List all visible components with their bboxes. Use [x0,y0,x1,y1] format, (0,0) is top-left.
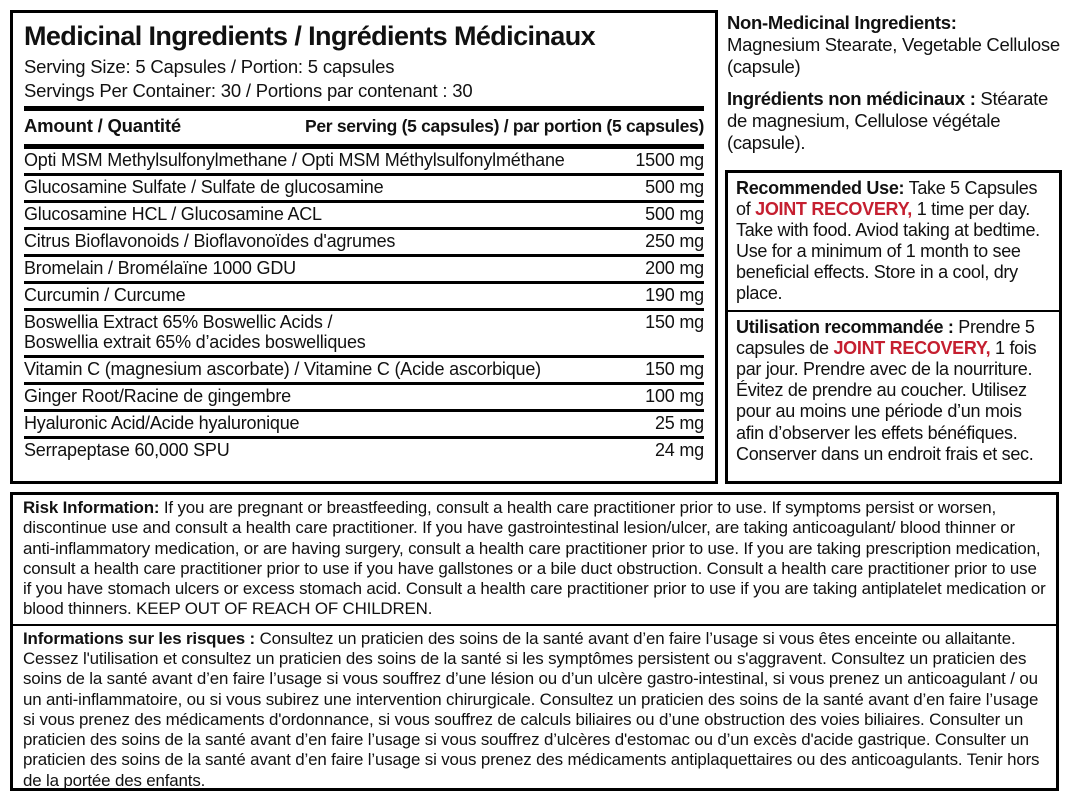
recommended-use-divider [728,310,1059,312]
ingredient-amount: 500 mg [645,204,704,225]
ingredient-amount: 200 mg [645,258,704,279]
ingredient-name: Bromelain / Bromélaïne 1000 GDU [24,258,296,279]
recommended-use-fr-text: Prendre 5 capsules de [736,317,1035,359]
risk-information-en [23,498,1046,620]
recommended-use-fr-text-after: 1 fois par jour. Prendre avec de la nourriture. Évitez de prendre au coucher. Utilisez pour au moins une période d’un mois afin d’observer les effets bénéfiques. Conserver dans un endroit frais et sec. [736,338,1037,464]
non-medicinal-en [727,12,1065,77]
table-row [24,311,704,355]
risk-information-en-text: If you are pregnant or breastfeeding, consult a health care practitioner prior to use. If symptoms persist or worsen, discontinue use and consult a health care practitioner. If you have gastrointestinal lesion/ulcer, are taking anticoagulant/ blood thinner or anti-inflammatory medication, or are having surgery, consult a health care practitioner prior to use. If you are taking prescription medication, consult a health care practitioner prior to use if you have gallstones or a bile duct obstruction. Consult a health care practitioner prior to use if you have stomach ulcers or excess stomach acid. Consult a health care practitioner prior to use if you are taking antiplatelet medication or blood thinners. KEEP OUT OF REACH OF CHILDREN. [23,498,1046,619]
recommended-use-fr [736,317,1051,464]
ingredient-amount: 500 mg [645,177,704,198]
ingredient-list [24,149,704,463]
table-row [24,230,704,254]
table-row [24,257,704,281]
non-medicinal-fr [727,88,1065,153]
column-header-amount: Amount / Quantité [24,115,181,137]
brand-name-fr: JOINT RECOVERY, [833,338,991,359]
ingredient-amount: 150 mg [645,359,704,380]
recommended-use-en [736,178,1051,304]
ingredient-name: Vitamin C (magnesium ascorbate) / Vitamine C (Acide ascorbique) [24,359,541,380]
table-row [24,439,704,463]
ingredient-name: Citrus Bioflavonoids / Bioflavonoïdes d'agrumes [24,231,396,252]
ingredient-amount: 250 mg [645,231,704,252]
risk-information-fr [23,629,1046,791]
risk-divider [13,624,1056,626]
table-row [24,385,704,409]
ingredient-amount: 1500 mg [635,150,704,171]
ingredient-name: Opti MSM Methylsulfonylmethane / Opti MSM Méthylsulfonylméthane [24,150,565,171]
ingredient-name: Hyaluronic Acid/Acide hyaluronique [24,413,300,434]
medicinal-ingredients-panel [10,10,718,484]
column-header-per-serving: Per serving (5 capsules) / par portion (5 capsules) [304,116,704,137]
non-medicinal-en-text: Magnesium Stearate, Vegetable Cellulose (capsule) [727,33,1060,77]
recommended-use-box [725,170,1062,484]
table-row [24,358,704,382]
risk-information-fr-label: Informations sur les risques : [23,628,256,648]
ingredient-name: Boswellia Extract 65% Boswellic Acids / Boswellia extrait 65% d’acides boswelliques [24,312,366,353]
recommended-use-en-label: Recommended Use: [736,178,905,198]
non-medicinal-section [727,12,1065,165]
ingredient-amount: 24 mg [654,440,704,460]
recommended-use-en-text-after: 1 time per day. Take with food. Aviod taking at bedtime. Use for a minimum of 1 month to see beneficial effects. Store in a cool, dry place. [736,199,1040,304]
table-row [24,203,704,227]
serving-size-line: Serving Size: 5 Capsules / Portion: 5 capsules [24,56,395,77]
ingredient-name: Ginger Root/Racine de gingembre [24,386,291,407]
risk-information-box [10,492,1059,791]
brand-name: JOINT RECOVERY, [755,199,912,220]
table-row [24,284,704,308]
recommended-use-fr-label: Utilisation recommandée : [736,317,954,338]
non-medicinal-en-label: Non-Medicinal Ingredients: [727,12,957,33]
non-medicinal-fr-text: Stéarate de magnesium, Cellulose végétale (capsule). [727,88,1048,154]
recommended-use-en-text: Take 5 Capsules of [736,178,1038,220]
ingredient-amount: 100 mg [645,386,704,407]
panel-title: Medicinal Ingredients / Ingrédients Médicinaux [24,21,596,51]
servings-per-container-line: Servings Per Container: 30 / Portions par contenant : 30 [24,79,473,101]
table-header-row [24,111,704,140]
ingredient-amount: 25 mg [654,413,704,434]
ingredient-name: Serrapeptase 60,000 SPU [24,440,230,460]
table-row [24,412,704,436]
table-row [24,176,704,200]
table-row [24,149,704,173]
ingredient-amount: 150 mg [645,312,704,333]
ingredient-amount: 190 mg [645,285,704,306]
ingredient-name: Curcumin / Curcume [24,285,186,306]
risk-information-fr-text: Consultez un praticien des soins de la santé avant d’en faire l’usage si vous êtes enceinte ou allaitante. Cessez l'utilisation et consultez un praticien des soins de la santé si les symptômes persistent ou s'aggravent. Consultez un praticien des soins de la santé avant d’en faire l’usage si vous souffrez d’une lésion ou d’un ulcère gastro-intestinal, si vous prenez un anticoagulant / ou un anti-inflammatoire, ou si vous subirez une intervention chirurgicale. Consultez un praticien des soins de la santé avant d’en faire l’usage si vous prenez des médicaments d'ordonnance, si vous souffrez de calculs biliaires ou d’une obstruction des voies biliaires. Consulter un praticien des soins de la santé avant d’en faire l’usage si vous souffrez d’ulcères d'estomac ou d’un excès d'acide gastrique. Consulter un praticien des soins de la santé avant d’en faire l’usage si vous prenez des médicaments antiplaquettaires ou des anticoagulants. Tenir hors de la portée des enfants. [23,628,1040,790]
risk-information-en-label: Risk Information: [23,498,160,517]
ingredient-name: Glucosamine HCL / Glucosamine ACL [24,204,322,225]
non-medicinal-fr-label: Ingrédients non médicinaux : [727,88,976,110]
ingredient-name: Glucosamine Sulfate / Sulfate de glucosamine [24,177,384,198]
